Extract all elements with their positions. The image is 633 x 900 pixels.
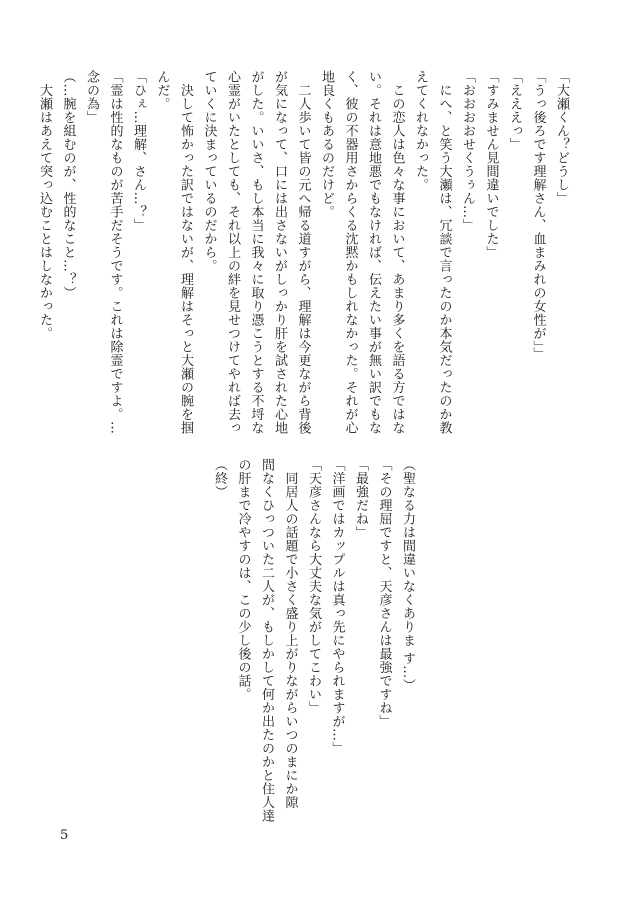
text-line: んだ。: [154, 70, 170, 111]
text-line: 二人歩いて皆の元へ帰る道すがら、理解は今更ながら背後: [295, 70, 311, 435]
text-line: 「うっ後ろです理解さん、血まみれの女性が」」: [530, 70, 546, 361]
text-line: ていくに決まっているのだから。: [201, 70, 217, 273]
main-text-column: [33, 70, 574, 435]
page-number: 5: [60, 828, 69, 843]
text-line: 「大瀬くん？どうし」: [554, 70, 569, 205]
text-line: （聖なる力は間違いなくありま す…）: [400, 458, 415, 693]
text-line: が気になって、口には出さないがしっかり肝を試された心地: [272, 70, 287, 435]
text-line: 心霊がいたとしても、それ以上の絆を見せつけてやれば去っ: [225, 70, 240, 435]
text-line: い。それは意地悪でもなければ、伝えたい事が無い訳でもな: [366, 70, 381, 435]
text-line: （終）: [212, 458, 227, 499]
text-line: 「おおおおせくうぅん…」: [460, 70, 475, 232]
text-line: 大瀬はあえて突っ込むことはしなかった。: [37, 70, 52, 340]
text-line: （…腕を組むのが、性的なこと…？）: [60, 70, 76, 300]
text-line: 「霊は性的なものが苦手だそうです。これは除霊ですよ。…: [107, 70, 123, 435]
text-line: 「その理屈ですと、天彦さんは最強ですね」: [376, 458, 392, 728]
text-line: がした。いいさ、もし本当に我々に取り憑こうとする不埒な: [248, 70, 264, 435]
text-line: 間なくひっついた二人が、もしかして何か出たのかと住人達: [259, 458, 274, 823]
text-line: にへ、と笑う大瀬は、冗談で言ったのか本気だったのか教: [436, 70, 452, 435]
text-line: 「ひぇ…理解、さん…？」: [131, 70, 146, 232]
text-line: 決して怖かった訳ではないが、理解はそっと大瀬の腕を掴: [178, 70, 193, 435]
text-line: 「すみません見間違いでした」: [483, 70, 499, 259]
text-line: この恋人は色々な事において、あまり多くを語る方ではな: [389, 70, 405, 435]
lower-text-column: [208, 458, 420, 823]
text-line: 同居人の話題で小さく盛り上がりながらいつのまにか隙: [282, 458, 298, 809]
text-line: えてくれなかった。: [413, 70, 428, 192]
text-line: 「最強だね」: [353, 458, 368, 539]
text-line: 「洋画ではカップルは真っ先にやられますが…」: [329, 458, 345, 755]
text-line: 念の為」: [84, 70, 99, 124]
text-line: 地良くもあるのだけど。: [319, 70, 334, 219]
text-line: く、彼の不器用さからくる沈黙かもしれなかった。それが心: [342, 70, 358, 435]
text-line: 「えええっ」: [507, 70, 522, 151]
text-line: 「天彦さんなら大丈夫な気がしてこわい」: [306, 458, 321, 715]
text-line: の肝まで冷やすのは、この少し後の話。: [235, 458, 251, 701]
